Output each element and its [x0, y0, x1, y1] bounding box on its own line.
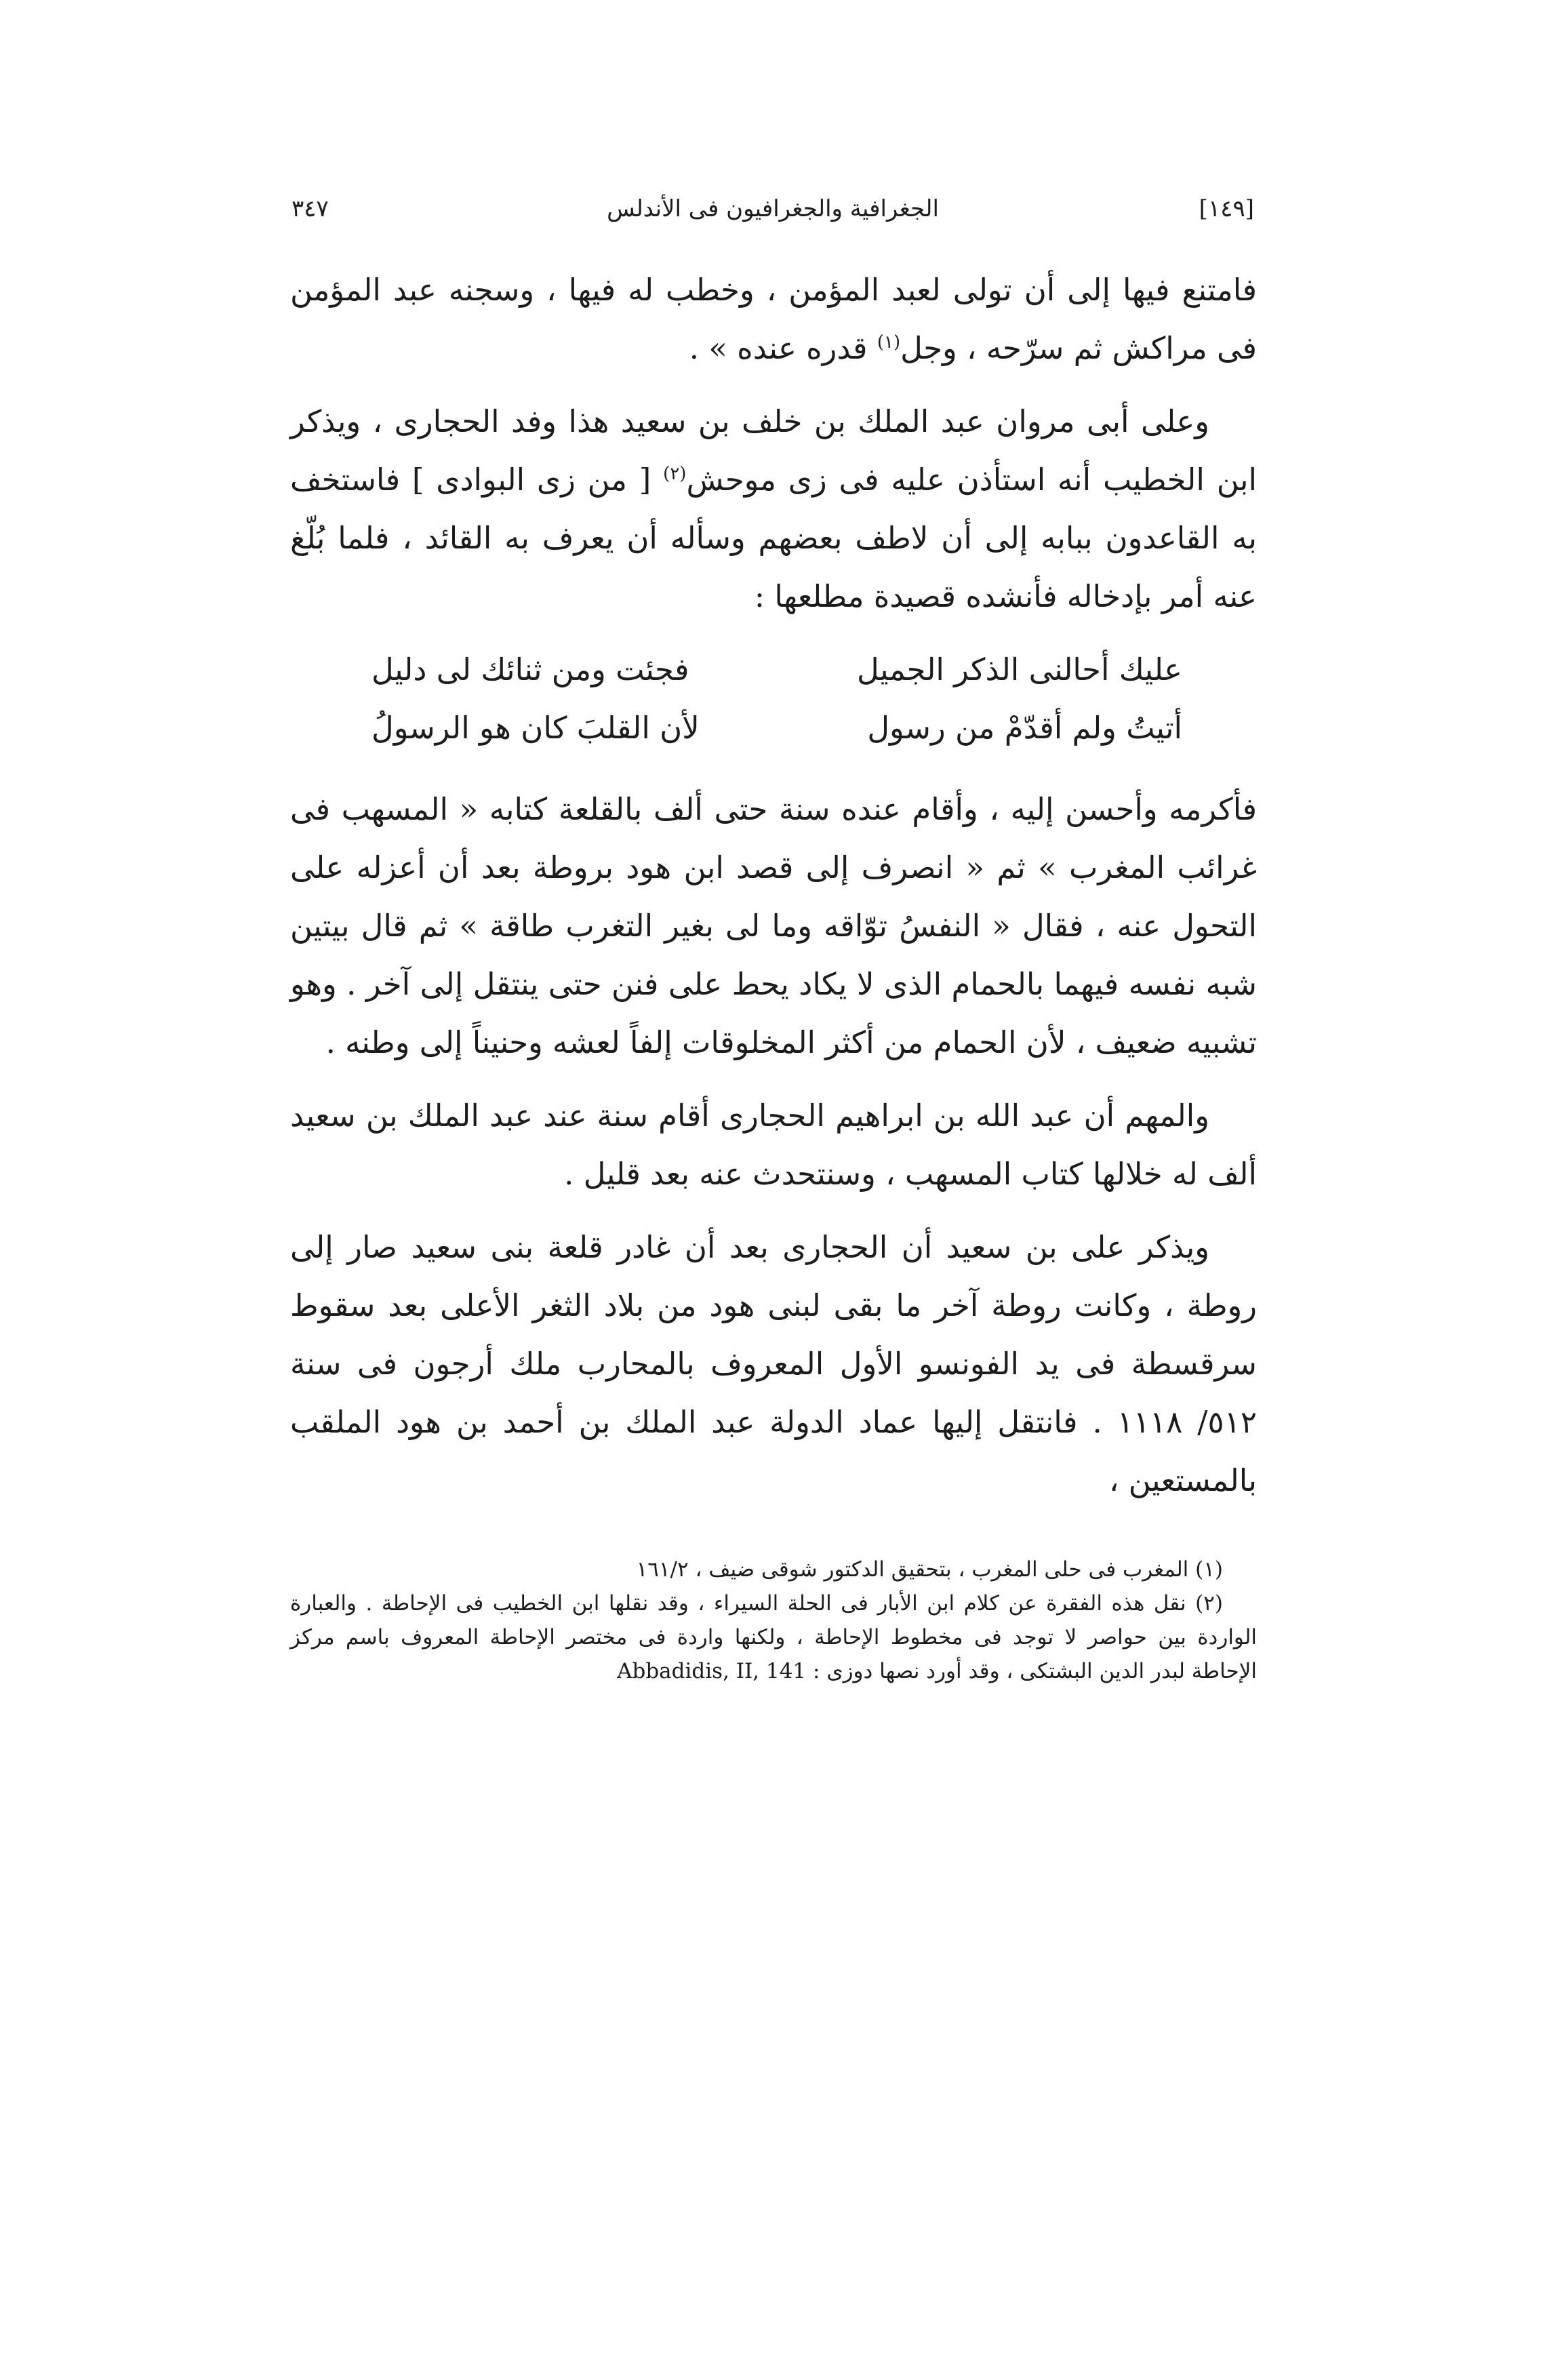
poem [290, 641, 1257, 757]
paragraph-2 [290, 393, 1257, 626]
verse-line [290, 641, 1257, 699]
section-number: [١٤٩] [1199, 195, 1254, 222]
main-text [290, 261, 1257, 1525]
paragraph-4: والمهم أن عبد الله بن ابراهيم الحجارى أقام سنة عند عبد الملك بن سعيد ألف له خلالها كتاب المسهب ، وسنتحدث عنه بعد قليل . [290, 1098, 1257, 1192]
paragraph-1-end: قدره عنده » . [689, 330, 877, 366]
verse-hemistich: فجئت ومن ثنائك لى دليل [371, 652, 689, 687]
paragraph-3: فأكرمه وأحسن إليه ، وأقام عنده سنة حتى ألف بالقلعة كتابه « المسهب فى غرائب المغرب » ثم « انصرف إلى قصد ابن هود بروطة بعد أن أعزله على التحول عنه ، فقال « النفسُ توّاقه وما لى بغير التغرب طاقة » ثم قال بيتين شبه نفسه فيهما بالحمام الذى لا يكاد يحط على فنن حتى ينتقل إلى آخر . وهو تشبيه ضعيف ، لأن الحمام من أكثر المخلوقات إلفاً لعشه وحنيناً إلى وطنه . [290, 791, 1257, 1060]
page-header [292, 195, 1254, 236]
footnote-2-citation: Abbadidis, II, 141 [617, 1659, 807, 1683]
footnote-ref-2: (٢) [663, 464, 687, 484]
footnotes [290, 1553, 1257, 1688]
verse-hemistich: عليك أحالنى الذكر الجميل [856, 652, 1182, 687]
footnote-1: (١) المغرب فى حلى المغرب ، بتحقيق الدكتور شوقى ضيف ، ١٦١/٢ [636, 1557, 1223, 1582]
footnote-2 [290, 1586, 1257, 1688]
paragraph-1-text: فامتنع فيها إلى أن تولى لعبد المؤمن ، وخطب له فيها ، وسجنه عبد المؤمن فى مراكش ثم سرّحه ، وجل [290, 272, 1257, 366]
footnote-ref-1: (١) [877, 332, 901, 353]
footnote-2-text: (٢) نقل هذه الفقرة عن كلام ابن الأبار فى الحلة السيراء ، وقد نقلها ابن الخطيب فى الإحاطة . والعبارة الواردة بين حواصر لا توجد فى مخطوط الإحاطة ، ولكنها واردة فى مختصر الإحاطة المعروف باسم مركز الإحاطة لبدر الدين البشتكى ، وقد أورد نصها دوزى : [290, 1591, 1257, 1683]
verse-hemistich: لأن القلبَ كان هو الرسولُ [371, 710, 700, 746]
paragraph-2-text-b: [ من زى البوادى ] فاستخف به القاعدون ببابه إلى أن لاطف بعضهم وسأله أن يعرف به القائد ، فلما بُلّغ عنه أمر بإدخاله فأنشده قصيدة مطلعها : [290, 462, 1257, 614]
page-number: ٣٤٧ [292, 195, 329, 222]
paragraph-2-text-a: وعلى أبى مروان عبد الملك بن خلف بن سعيد هذا وفد الحجارى ، ويذكر ابن الخطيب أنه استأذن عليه فى زى موحش [290, 403, 1257, 498]
verse-hemistich: أتيتُ ولم أقدّمْ من رسول [867, 710, 1182, 746]
paragraph-1 [290, 261, 1257, 378]
running-title: الجغرافية والجغرافيون فى الأندلس [607, 195, 939, 222]
verse-line [290, 699, 1257, 757]
paragraph-5: ويذكر على بن سعيد أن الحجارى بعد أن غادر قلعة بنى سعيد صار إلى روطة ، وكانت روطة آخر ما بقى لبنى هود من بلاد الثغر الأعلى بعد سقوط سرقسطة فى يد الفونسو الأول المعروف بالمحارب ملك أرجون فى سنة ٥١٢/ ١١١٨ . فانتقل إليها عماد الدولة عبد الملك بن أحمد بن هود الملقب بالمستعين ، [290, 1229, 1257, 1498]
